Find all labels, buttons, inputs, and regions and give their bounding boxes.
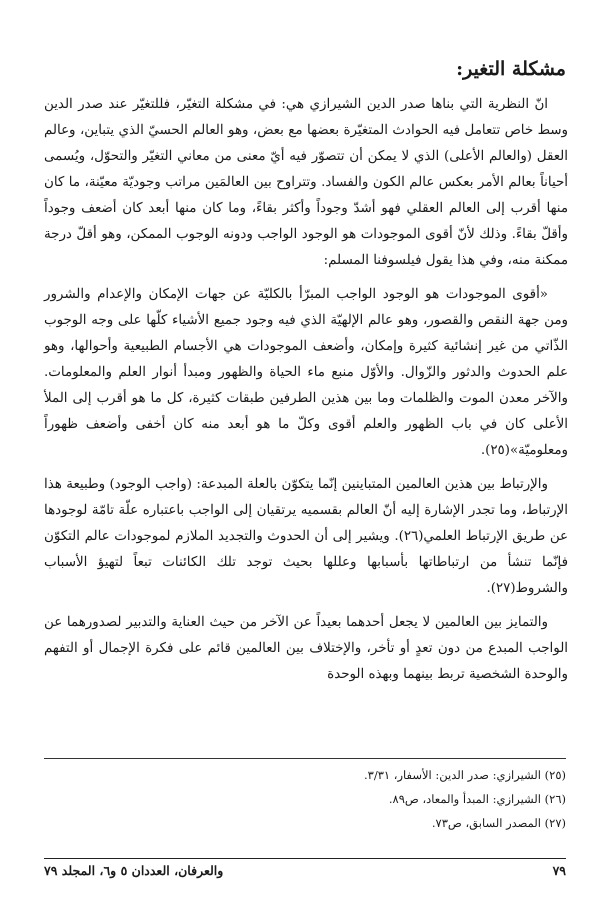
paragraph-2-quote: «أقوى الموجودات هو الوجود الواجب المبرّأ بالكليّة عن جهات الإمكان والإعدام والشرور ومن جهة النقص والقصور، وهو عالم الإلهيّة الذي فيه وجود جميع الأشياء كلّها على وجه الوجوب الذّاتي من غير إنشائية كثيرة وإمكان، وأضعف الموجودات هي الأجسام الطبيعية وأحوالها، وهو علم الحدوث والدثور والزّوال. والأوّل منبع ماء الحياة والظهور ومبدأ أنوار العلم والمعلومات. والآخر معدن الموت والظلمات وما بين هذين الطرفين طبقات كثيرة، كل ما هو أقرب إلى الملأ الأعلى كان في باب الظهور والعلم أقوى وكلّ ما هو أبعد منه كان أخفى وأضعف ظهوراً ومعلوميّة»(٢٥). (44, 287, 568, 458)
footnote-26: (٢٦) الشيرازي: المبدأ والمعاد، ص٨٩. (388, 792, 566, 806)
body-text (44, 92, 568, 692)
paragraph-4: والتمايز بين العالمين لا يجعل أحدهما بعيداً عن الآخر من حيث العناية والتدبير لصدورهما عن الواجب المبدع من دون تعدٍ أو تأخر، والإختلاف بين العالمين قائم على فكرة الإجمال أو التفهم والوحدة الشخصية تربط بينهما وبهذه الوحدة (44, 615, 568, 682)
page-number: ٧٩ (552, 863, 566, 878)
paragraph-3: والإرتباط بين هذين العالمين المتباينين إنّما يتكوّن بالعلة المبدعة: (واجب الوجود) وطبيعة هذا الإرتباط، وما تجدر الإشارة إليه أنّ العالم بقسميه يرتقيان إلى الواجب باعتباره علّة تامّة لوجودها عن طريق الإرتباط العلمي(٢٦). ويشير إلى أن الحدوث والتجديد الملازم لموجودات عالم التكوّن فإنّما تنشأ من ارتباطاتها بأسبابها وعللها بحيث توجد تلك الكائنات تبعاً لتهيؤ الأسباب والشروط(٢٧). (44, 477, 568, 596)
footnote-27: (٢٧) المصدر السابق، ص٧٣. (431, 816, 566, 830)
footnote-25: (٢٥) الشيرازي: صدر الدين: الأسفار، ٣/٣١. (364, 768, 566, 782)
paragraph-1: انّ النظرية التي بناها صدر الدين الشيرازي هي: في مشكلة التغيّر، فللتغيّر عند صدر الدين وسط خاص تتعامل فيه الحوادث المتغيّرة بعضها مع بعض، وهو العالم الحسيّ الذي يتباين، وعالم العقل (والعالم الأعلى) الذي لا يمكن أن تتصوّر فيه أيّ معنى من معاني التغيّر والتحوّل، ويُسمى أحياناً بعالم الأمر بعكس عالم الكون والفساد. وتتراوح بين العالمَين مراتب وجوديّة معيّنة، ما كان منها أقرب إلى العالم العقلي فهو أشدّ وجوداً وأكثر بقاءً، وما كان منها أبعد كان أضعف وجوداً وأقلّ بقاءً. وذلك لأنّ أقوى الموجودات هو الوجود الواجب ودونه الوجوب الممكن، وهو أقلّ درجة ممكنة منه، وفي هذا يقول فيلسوفنا المسلم: (44, 97, 568, 268)
page-footer (44, 858, 566, 878)
section-heading: مشكلة التغير: (456, 58, 566, 80)
journal-info: والعرفان، العددان ٥ و٦، المجلد ٧٩ (44, 863, 224, 878)
footnotes (44, 758, 566, 835)
